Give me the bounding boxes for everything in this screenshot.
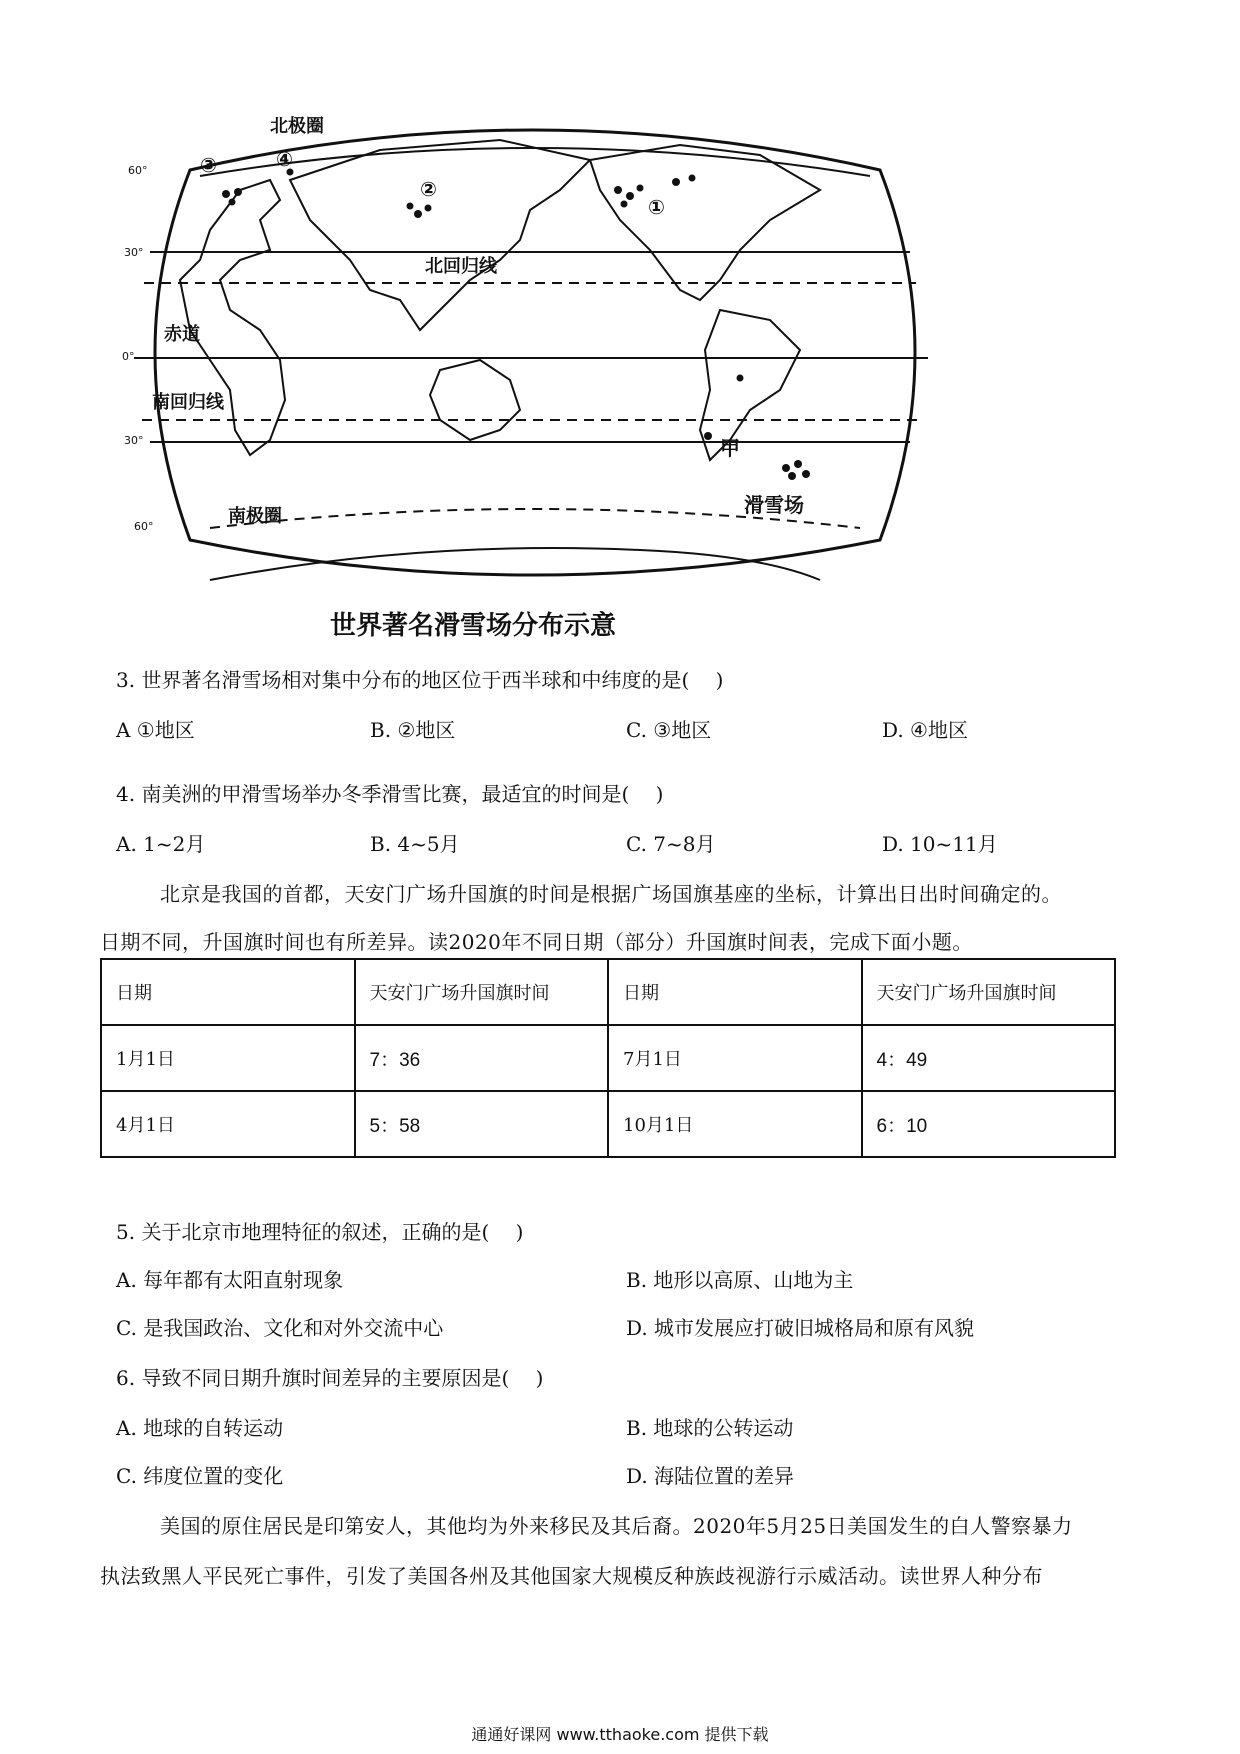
jia-label: 甲 (720, 436, 740, 460)
world-ski-map (120, 110, 940, 650)
south-america-outline (700, 310, 800, 460)
table-header-row (101, 959, 1115, 1025)
europe-africa-outline (180, 180, 285, 455)
q3-option-c[interactable]: C. ③地区 (626, 718, 712, 742)
flag-raising-time-table (100, 958, 1116, 1158)
passage-1-line-2: 日期不同，升国旗时间也有所差异。读2020年不同日期（部分）升国旗时间表，完成下面小题。 (100, 930, 973, 954)
map-caption: 世界著名滑雪场分布示意 (330, 611, 617, 641)
question-4-stem: 4. 南美洲的甲滑雪场举办冬季滑雪比赛，最适宜的时间是( ) (116, 782, 664, 806)
arctic-circle-label: 北极圈 (270, 116, 324, 137)
passage-1-line-1: 北京是我国的首都，天安门广场升国旗的时间是根据广场国旗基座的坐标，计算出日出时间确定的。 (160, 882, 1062, 906)
table-header-cell: 日期 (608, 959, 862, 1025)
passage-2-line-1: 美国的原住居民是印第安人，其他均为外来移民及其后裔。2020年5月25日美国发生的白人警察暴力 (160, 1514, 1073, 1538)
antarctic-circle-label: 南极圈 (228, 506, 282, 527)
table-cell-date: 1月1日 (101, 1025, 355, 1091)
table-header-cell: 天安门广场升国旗时间 (355, 959, 609, 1025)
table-cell-date: 4月1日 (101, 1091, 355, 1157)
table-header-cell: 天安门广场升国旗时间 (862, 959, 1116, 1025)
q5-option-b[interactable]: B. 地形以高原、山地为主 (626, 1268, 854, 1292)
equator-label: 赤道 (164, 324, 200, 345)
page-footer: 通通好课网 www.tthaoke.com 提供下载 (471, 1725, 769, 1744)
region-4-label: ④ (276, 147, 293, 171)
question-5-stem: 5. 关于北京市地理特征的叙述，正确的是( ) (116, 1220, 524, 1244)
q6-option-a[interactable]: A. 地球的自转运动 (116, 1416, 284, 1440)
lat-60n-degree: 60° (128, 164, 148, 177)
question-3-stem: 3. 世界著名滑雪场相对集中分布的地区位于西半球和中纬度的是( ) (116, 668, 724, 692)
q6-option-c[interactable]: C. 纬度位置的变化 (116, 1464, 284, 1488)
q4-option-b[interactable]: B. 4~5月 (370, 832, 460, 856)
table-row (101, 1025, 1115, 1091)
table-header-cell: 日期 (101, 959, 355, 1025)
q3-option-d[interactable]: D. ④地区 (882, 718, 968, 742)
q5-option-a[interactable]: A. 每年都有太阳直射现象 (116, 1268, 344, 1292)
region-1-label: ① (648, 195, 665, 219)
lat-60s-degree: 60° (134, 520, 154, 533)
q4-option-a[interactable]: A. 1~2月 (116, 832, 206, 856)
q6-option-b[interactable]: B. 地球的公转运动 (626, 1416, 794, 1440)
arctic-circle-line (200, 148, 870, 176)
table-cell-date: 7月1日 (608, 1025, 862, 1091)
q5-option-d[interactable]: D. 城市发展应打破旧城格局和原有风貌 (626, 1316, 975, 1340)
table-cell-time: 4：49 (862, 1025, 1116, 1091)
table-cell-time: 5：58 (355, 1091, 609, 1157)
table-cell-date: 10月1日 (608, 1091, 862, 1157)
tropic-north-label: 北回归线 (425, 256, 497, 277)
table-cell-time: 6：10 (862, 1091, 1116, 1157)
tropic-south-label: 南回归线 (152, 392, 224, 413)
australia-outline (430, 360, 520, 440)
passage-2-line-2: 执法致黑人平民死亡事件，引发了美国各州及其他国家大规模反种族歧视游行示威活动。读世界人种分布 (100, 1564, 1043, 1588)
north-america-outline (590, 145, 820, 300)
lat-30n-degree: 30° (124, 246, 144, 259)
ski-resort-markers (222, 169, 744, 441)
asia-outline (290, 140, 590, 330)
region-3-label: ③ (200, 153, 217, 177)
legend-ski-label: 滑雪场 (744, 493, 804, 517)
region-2-label: ② (420, 177, 437, 201)
q3-option-b[interactable]: B. ②地区 (370, 718, 456, 742)
q4-option-d[interactable]: D. 10~11月 (882, 832, 998, 856)
table-cell-time: 7：36 (355, 1025, 609, 1091)
lat-0-degree: 0° (122, 350, 135, 363)
q5-option-c[interactable]: C. 是我国政治、文化和对外交流中心 (116, 1316, 444, 1340)
q6-option-d[interactable]: D. 海陆位置的差异 (626, 1464, 795, 1488)
question-6-stem: 6. 导致不同日期升旗时间差异的主要原因是( ) (116, 1366, 544, 1390)
table-row (101, 1091, 1115, 1157)
lat-30s-degree: 30° (124, 434, 144, 447)
q3-option-a[interactable]: A ①地区 (116, 718, 195, 742)
legend-ski-symbol (782, 460, 810, 480)
q4-option-c[interactable]: C. 7~8月 (626, 832, 716, 856)
